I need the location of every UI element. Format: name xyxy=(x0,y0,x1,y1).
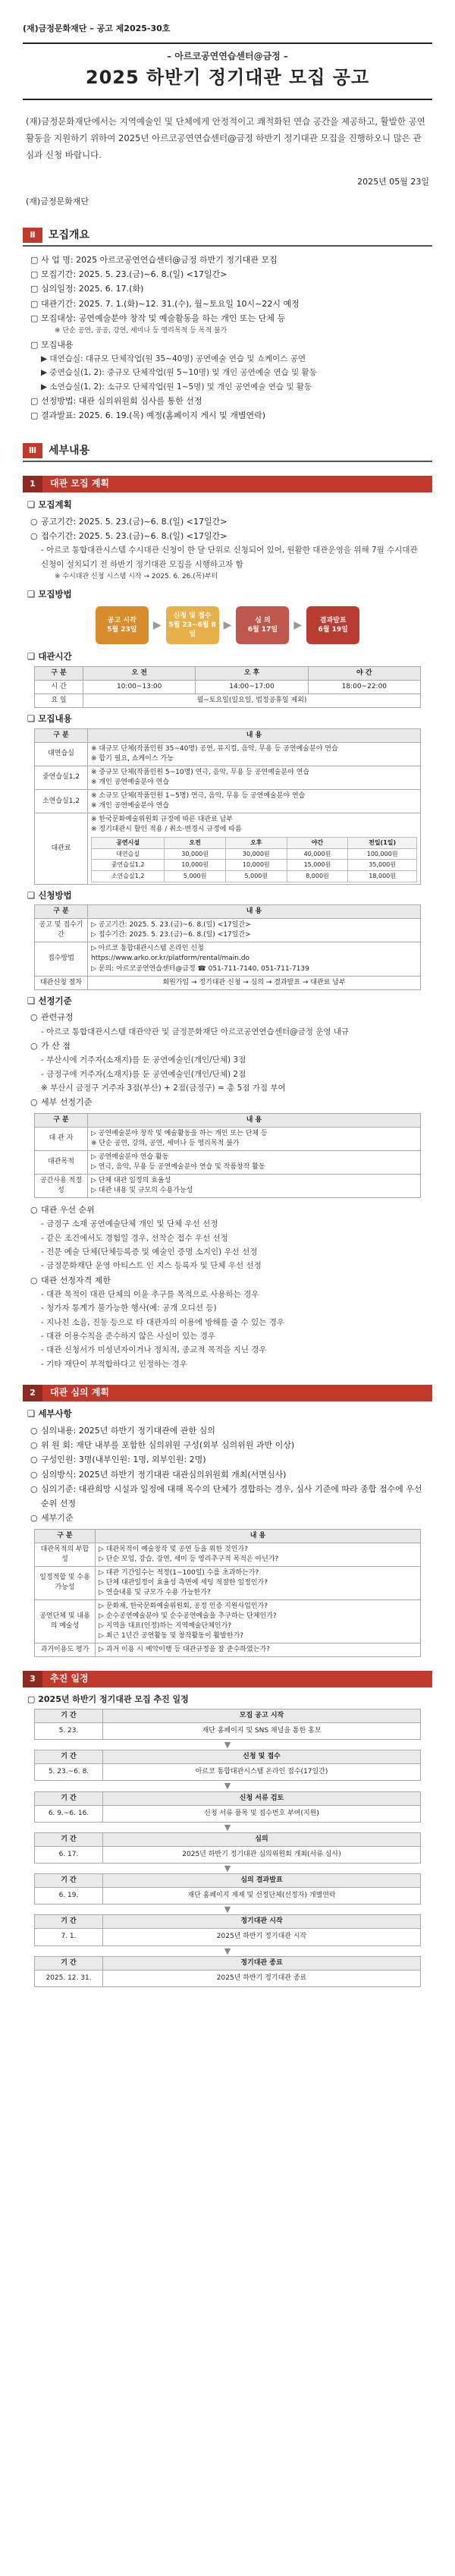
list-item: ○ 접수기간: 2025. 5. 23.(금)~6. 8.(일) <17일간> xyxy=(30,530,228,541)
table-row: 접수방법 ▷ 아르코 통합대관시스템 온라인 신청 https://www.arko.or.kr/platform/rental/main.do ▷ 문의: 아르코공연연습센터@금정 ☎ 051-711-7140, 051-711-7139 xyxy=(35,942,421,976)
overview-list xyxy=(30,253,425,423)
list-item: ▢ 대관기간: 2025. 7. 1.(화)~12. 31.(수), 월~토요일 10시~22시 예정 xyxy=(30,298,300,309)
notice-date: 2025년 05월 23일 xyxy=(357,176,429,187)
notice-number: (재)금정문화재단 – 공고 제2025-30호 xyxy=(23,24,171,33)
table-row: 시 간 10:00~13:00 14:00~17:00 18:00~22:00 xyxy=(35,681,421,694)
review-table: 구 분 내 용 대관목적의 부합성 ▷ 대관목적이 예술창작 및 공연 등을 위한 것인가? ▷ 단순 모임, 강습, 강연, 세미 등 영리추구적 목적은 아닌가? 일정적합 및 수용가능성 ▷ 대관 기간일수는 적정(1~100일) 수를 초과하는가? ▷ 단체 대관일정이 효율성 측면에 세팅 적절한 일정인가? ▷ 연습내용 및 규모가 수용 가능한가? 공연단체 및 내용의 예술성 ▷ 문화재, 한국문화예술위원회, 공정 인증 지원사업인가? ▷ 순수공연예술분야 및 순수공연예술을 추구하는 단체인가? ▷ 지역을 대표(인정)하는 지역예술단체인가? ▷ 최근 1년간 공연활동 및 창작활동이 활발한가? 과거이용도 평가 ▷ 과거 이용 시 예약이행 등 대관규정을 잘 준수하였는가? xyxy=(34,1529,421,1658)
review-list xyxy=(30,1423,425,1526)
subheading: ❑ 모집내용 xyxy=(27,713,72,725)
section-title: 모집개요 xyxy=(49,228,90,241)
section-details xyxy=(23,443,432,462)
table-row: 공연단체 및 내용의 예술성 ▷ 문화재, 한국문화예술위원회, 공정 인증 지원사업인가? ▷ 순수공연예술분야 및 순수공연예술을 추구하는 단체인가? ▷ 지역을 대표(인정)하는 지역예술단체인가? ▷ 최근 1년간 공연활동 및 창작활동이 활발한가? xyxy=(35,1599,421,1643)
schedule: 기 간 모집 공고 시작 5. 23. 재단 홈페이지 및 SNS 채널을 통한 홍보 ▼ 기 간 신청 및 접수 5. 23.~6. 8. 아르코 통합대관시스템 온라인 접수(17일간) ▼ 기 간 신청 서류 검토 6. 9.~6. 16. 신청 서류 품목 및 접수번호 부여(지원) ▼ 기 간 심의 6. 17. 2025년 하반기 정기대관 심의위원회 개최(서류 심사) ▼ 기 간 심의 결과발표 6. 19. 재단 홈페이지 게재 및 선정단체(선정자) 개별연락 ▼ 기 간 정기대관 시작 7. 1. 2025년 하반기 정기대관 시작 ▼ 기 간 정기대관 종료 2025. 12. 31. 2025년 하반기 정기대관 종료 xyxy=(34,1709,421,1987)
list-item: ▢ 결과발표: 2025. 6. 19.(목) 예정(홈페이지 게시 및 개별연락) xyxy=(30,410,266,421)
schedule-row: 5. 23.~6. 8. 아르코 통합대관시스템 온라인 접수(17일간) xyxy=(34,1764,421,1781)
list-item: ○ 위 원 회: 재단 내부를 포함한 심의위원 구성(외부 심의위원 과반 이상) xyxy=(30,1440,295,1451)
down-arrow-icon: ▼ xyxy=(224,1863,231,1873)
table-row: 요 일 월~토요일(일요일, 법정공휴일 제외) xyxy=(35,694,421,708)
list-item: ○ 심의내용: 2025년 하반기 정기대관에 관한 심의 xyxy=(30,1425,215,1436)
criteria-list: ○ 관련규정 - 아르코 통합대관시스템 대관약관 및 금정문화재단 아르코공연연습센터@금정 운영 내규 ○ 가 산 점 - 부산시에 거주자(소재지)를 둔 공연예술인(개인/단체) 3점 - 금정구에 거주자(소재지)를 둔 공연예술인(개인/단체) 2점 ※ 부산시 금정구 거주자 3점(부산) + 2점(금정구) = 총 5점 가점 부여 ○ 세부 선정기준 xyxy=(30,1010,425,1109)
schedule-row: 5. 23. 재단 홈페이지 및 SNS 채널을 통한 홍보 xyxy=(34,1723,421,1740)
schedule-row: 2025. 12. 31. 2025년 하반기 정기대관 종료 xyxy=(34,1971,421,1987)
table-row: 대관목적의 부합성 ▷ 대관목적이 예술창작 및 공연 등을 위한 것인가? ▷ 단순 모임, 강습, 강연, 세미 등 영리추구적 목적은 아닌가? xyxy=(35,1543,421,1566)
schedule-row: 6. 17. 2025년 하반기 정기대관 심의위원회 개최(서류 심사) xyxy=(34,1847,421,1864)
section-title: 세부내용 xyxy=(49,444,90,457)
table-row: 공간사용 적정성 ▷ 단체 대관 일정의 효율성 ▷ 대관 내용 및 규모의 수용가능성 xyxy=(35,1174,421,1197)
page-title: 2025 하반기 정기대관 모집 공고 xyxy=(85,67,370,89)
title-box xyxy=(23,42,432,100)
fee-table: 공연시설 오전 오후 야간 전일(1일) 대연습실 30,000원 30,000원 40,000원 100,000원 중연습실1,2 10,000원 10,000원 15,000원 35,000원 소연습실1,2 5,000원 5,000원 8,000원 18,000원 xyxy=(91,837,417,882)
subheading: ❑ 모집계획 xyxy=(27,499,72,510)
subheading: ❑ 대관시간 xyxy=(27,651,72,662)
subheading: ❑ 모집방법 xyxy=(27,588,72,599)
part-bar: 3 추진 일정 xyxy=(23,1671,432,1687)
schedule-row: 6. 19. 재단 홈페이지 게재 및 선정단체(선정자) 개별연락 xyxy=(34,1888,421,1904)
list-item: ▢ 선정방법: 대관 심의위원회 심사를 통한 선정 xyxy=(30,396,202,407)
down-arrow-icon: ▼ xyxy=(224,1740,231,1750)
table-row: 대관신청 절차 회원가입 → 정기대관 신청 → 심의 → 결과발표 → 대관료 납부 xyxy=(35,976,421,989)
table-row: 공고 및 접수기간 ▷ 공고기간: 2025. 5. 23.(금)~6. 8.(일) <17일간> ▷ 접수기간: 2025. 5. 23.(금)~6. 8.(일) <17일간> xyxy=(35,919,421,942)
part-bar: 2 대관 심의 계획 xyxy=(23,1385,432,1401)
select-table: 구 분 내 용 대 관 자 ▷ 공연예술분야 창작 및 예술활동을 하는 개인 또는 단체 등 ※ 단순 공연, 강의, 공연, 세미나 등 영리목적 불가 대관목적 ▷ 공연예술분야 연습 활동 ▷ 연극, 음악, 무용 등 공연예술분야 연습 및 작품창작 활동 공간사용 적정성 ▷ 단체 대관 일정의 효율성 ▷ 대관 내용 및 규모의 수용가능성 xyxy=(34,1113,421,1198)
schedule-row: 7. 1. 2025년 하반기 정기대관 시작 xyxy=(34,1929,421,1945)
list-item: ▢ 심의일정: 2025. 6. 17.(화) xyxy=(30,284,144,294)
down-arrow-icon: ▼ xyxy=(224,1781,231,1791)
table-row: 일정적합 및 수용가능성 ▷ 대관 기간일수는 적정(1~100일) 수를 초과하는가? ▷ 단체 대관일정이 효율성 측면에 세팅 적절한 일정인가? ▷ 연습내용 및 규모가 수용 가능한가? xyxy=(35,1566,421,1599)
notice-org: (재)금정문화재단 xyxy=(26,196,89,206)
time-table: 구 분 오 전 오 후 야 간 시 간 10:00~13:00 14:00~17:00 18:00~22:00 요 일 월~토요일(일요일, 법정공휴일 제외) xyxy=(34,666,421,708)
table-row: 중연습실1,2 ※ 중규모 단체(작품인원 5~10명) 연극, 음악, 무용 등 공연예술분야 연습 ※ 개인 공연예술분야 연습 xyxy=(35,766,421,789)
table-row: 소연습실1,2 ※ 소규모 단체(작품인원 1~5명) 연극, 음악, 무용 등 공연예술분야 연습 ※ 개인 공연예술분야 연습 xyxy=(35,790,421,813)
down-arrow-icon: ▼ xyxy=(224,1822,231,1832)
content-item: ▶ 소연습실(1, 2): 소규모 단체작업(원 1~5명) 및 개인 공연예술 연습 및 활동 xyxy=(41,382,312,392)
down-arrow-icon: ▼ xyxy=(224,1945,231,1956)
arrow-icon: ▶ xyxy=(293,619,303,632)
section-number: Ⅱ xyxy=(23,228,42,243)
target-note: ※ 단순 공연, 공공, 강연, 세미나 등 영리목적 등 목적 불가 xyxy=(55,327,228,335)
flow-step: 결과발표 6월 19일 xyxy=(306,606,359,644)
list-item: ▢ 모집내용 xyxy=(30,339,74,350)
flow-step: 심 의 6월 17일 xyxy=(236,606,289,644)
schedule-heading: ▢ 2025년 하반기 정기대관 모집 추진 일정 xyxy=(27,1694,189,1705)
apply-table: 구 분 내 용 공고 및 접수기간 ▷ 공고기간: 2025. 5. 23.(금)~6. 8.(일) <17일간> ▷ 접수기간: 2025. 5. 23.(금)~6. 8.(일) <17일간> 접수방법 ▷ 아르코 통합대관시스템 온라인 신청 https://www.arko.or.kr/platform/rental/main.do ▷ 문의: 아르코공연연습센터@금정 ☎ 051-711-7140, 051-711-7139 대관신청 절차 회원가입 → 정기대관 신청 → 심의 → 결과발표 → 대관료 납부 xyxy=(34,904,421,989)
priority-list: ○ 대관 우선 순위 - 금정구 소재 공연예술단체 개인 및 단체 우선 선정 - 같은 조건에서도 경험일 경우, 선착순 접수 우선 선정 - 전문 예술 단체(단체등록증 및 예술인 증명 소지인) 우선 선정 - 금정문화재단 운영 아티스트 인 지스 등록자 및 단체 우선 선정 ○ 대관 선정자격 제한 - 대관 목적이 대관 단체의 이윤 추구를 목적으로 사용하는 경우 - 청가자 통계가 불가능한 행사(예: 공개 오디션 등) - 지나친 소음, 진동 등으로 타 대관자의 이용에 방해를 줄 수 있는 경우 - 대관 이용수칙을 준수하지 않은 사실이 있는 경우 - 대관 신청서가 미성년자이거나 정치적, 종교적 목적을 지닌 경우 - 기타 재단이 부적합하다고 인정하는 경우 xyxy=(30,1204,285,1369)
table-row: 과거이용도 평가 ▷ 과거 이용 시 예약이행 등 대관규정을 잘 준수하였는가? xyxy=(35,1643,421,1657)
table-row: 대 관 자 ▷ 공연예술분야 창작 및 예술활동을 하는 개인 또는 단체 등 ※ 단순 공연, 강의, 공연, 세미나 등 영리목적 불가 xyxy=(35,1127,421,1150)
list-item: ▢ 모집기간: 2025. 5. 23.(금)~6. 8.(일) <17일간> xyxy=(30,269,228,280)
flow-step: 공고 시작 5월 23일 xyxy=(96,606,149,644)
intro-text: (재)금정문화재단에서는 지역예술인 및 단체에게 안정적이고 쾌적화된 연습 공간을 제공하고, 활발한 공연 활동을 지원하기 위하여 2025년 아르코공연연습센터@금정 하반기 정기대관 모집을 진행하오니 많은 관심과 신청 바랍니다. xyxy=(26,116,425,160)
table-row: 대관료 ※ 한국문화예술위원회 규정에 따른 대관료 납부 ※ 정기대관시 할인 적용 / 취소·변경시 규정에 따름 공연시설 오전 오후 야간 전일(1일) 대연습실 30,000원 30,000원 40,000원 100,000원 중연습실1,2 10,000원 10,000원 15,000원 35,000원 소연습실1,2 5,000원 5,000원 8,000원 18,000원 xyxy=(35,813,421,884)
list-item: ○ 심의방식: 2025년 하반기 정기대관 대관심의위원회 개최(서면심사) xyxy=(30,1469,287,1480)
list-item: ○ 공고기간: 2025. 5. 23.(금)~6. 8.(일) <17일간> xyxy=(30,516,228,527)
arrow-icon: ▶ xyxy=(152,619,162,632)
subheading: ❑ 세부사항 xyxy=(27,1408,72,1420)
list-item: ○ 가 산 점 xyxy=(30,1040,71,1051)
list-item: ○ 구성인원: 3명(내부인원: 1명, 외부인원: 2명) xyxy=(30,1455,206,1465)
section-number: Ⅲ xyxy=(23,443,42,458)
plan-list xyxy=(30,514,425,583)
list-item: ▢ 모집대상: 공연예술분야 창작 및 예술활동을 하는 개인 또는 단체 등 xyxy=(30,313,286,323)
table-row: 대연습실 ※ 대규모 단체(작품인원 35~40명) 공연, 뮤지컬, 음악, 무용 등 공연예술분야 연습 ※ 합기 필요, 쇼케이스 가능 xyxy=(35,742,421,766)
list-item: ○ 관련규정 xyxy=(30,1012,74,1023)
list-item: ▢ 사 업 명: 2025 아르코공연연습센터@금정 하반기 정기대관 모집 xyxy=(30,254,278,265)
list-item: ○ 심의기준: 대관희망 시설과 일정에 대해 목수의 단체가 경합하는 경우, 심사 기준에 따라 종합 점수에 우선순위 선정 xyxy=(30,1483,422,1509)
content-item: ▶ 중연습실(1, 2): 중규모 단체작업(원 5~10명) 및 개인 공연예술 연습 및 활동 xyxy=(41,368,317,378)
flow-step: 신청 및 접수 5월 23~6월 8일 xyxy=(166,606,219,644)
content-table: 구 분 내 용 대연습실 ※ 대규모 단체(작품인원 35~40명) 공연, 뮤지컬, 음악, 무용 등 공연예술분야 연습 ※ 합기 필요, 쇼케이스 가능 중연습실1,2 ※ 중규모 단체(작품인원 5~10명) 연극, 음악, 무용 등 공연예술분야 연습 ※ 개인 공연예술분야 연습 소연습실1,2 ※ 소규모 단체(작품인원 1~5명) 연극, 음악, 무용 등 공연예술분야 연습 ※ 개인 공연예술분야 연습 대관료 ※ 한국문화예술위원회 규정에 따른 대관료 납부 ※ 정기대관시 할인 적용 / 취소·변경시 규정에 따름 공연시설 오전 오후 야간 전일(1일) 대연습실 30,000원 30,000원 40,000원 100,000원 중연습실1,2 10,000원 10,000원 15,000원 35,000원 소연습실1,2 5,000원 5,000원 8,000원 18,000원 xyxy=(34,728,421,885)
process-flow xyxy=(23,606,432,644)
section-overview xyxy=(23,228,432,247)
part-bar: 1 대관 모집 계획 xyxy=(23,476,432,492)
down-arrow-icon: ▼ xyxy=(224,1904,231,1915)
subheading: ❑ 선정기준 xyxy=(27,995,72,1006)
arrow-icon: ▶ xyxy=(223,619,232,632)
title-subtitle: – 아르코공연연습센터@금정 – xyxy=(167,50,288,61)
list-item: ○ 세부기준 xyxy=(30,1513,74,1524)
schedule-row: 6. 9.~6. 16. 신청 서류 품목 및 접수번호 부여(지원) xyxy=(34,1806,421,1823)
content-item: ▶ 대연습실: 대규모 단체작업(원 35~40명) 공연예술 연습 및 쇼케이스 공연 xyxy=(41,354,306,364)
list-item: ○ 세부 선정기준 xyxy=(30,1097,93,1108)
table-row: 대관목적 ▷ 공연예술분야 연습 활동 ▷ 연극, 음악, 무용 등 공연예술분야 연습 및 작품창작 활동 xyxy=(35,1150,421,1174)
plan-sub: - 아르코 통합대관시스템 수시대관 신청이 한 달 단위로 신청되어 있어, 원활한 대관운영을 위해 7월 수시대관 신청이 설치되기 전 하반기 정기대관 모집을 시행하고자 함 xyxy=(41,546,418,569)
plan-note: ※ 수시대관 신청 시스템 시작 → 2025. 6. 26.(목)부터 xyxy=(55,572,218,580)
subheading: ❑ 신청방법 xyxy=(27,889,72,901)
